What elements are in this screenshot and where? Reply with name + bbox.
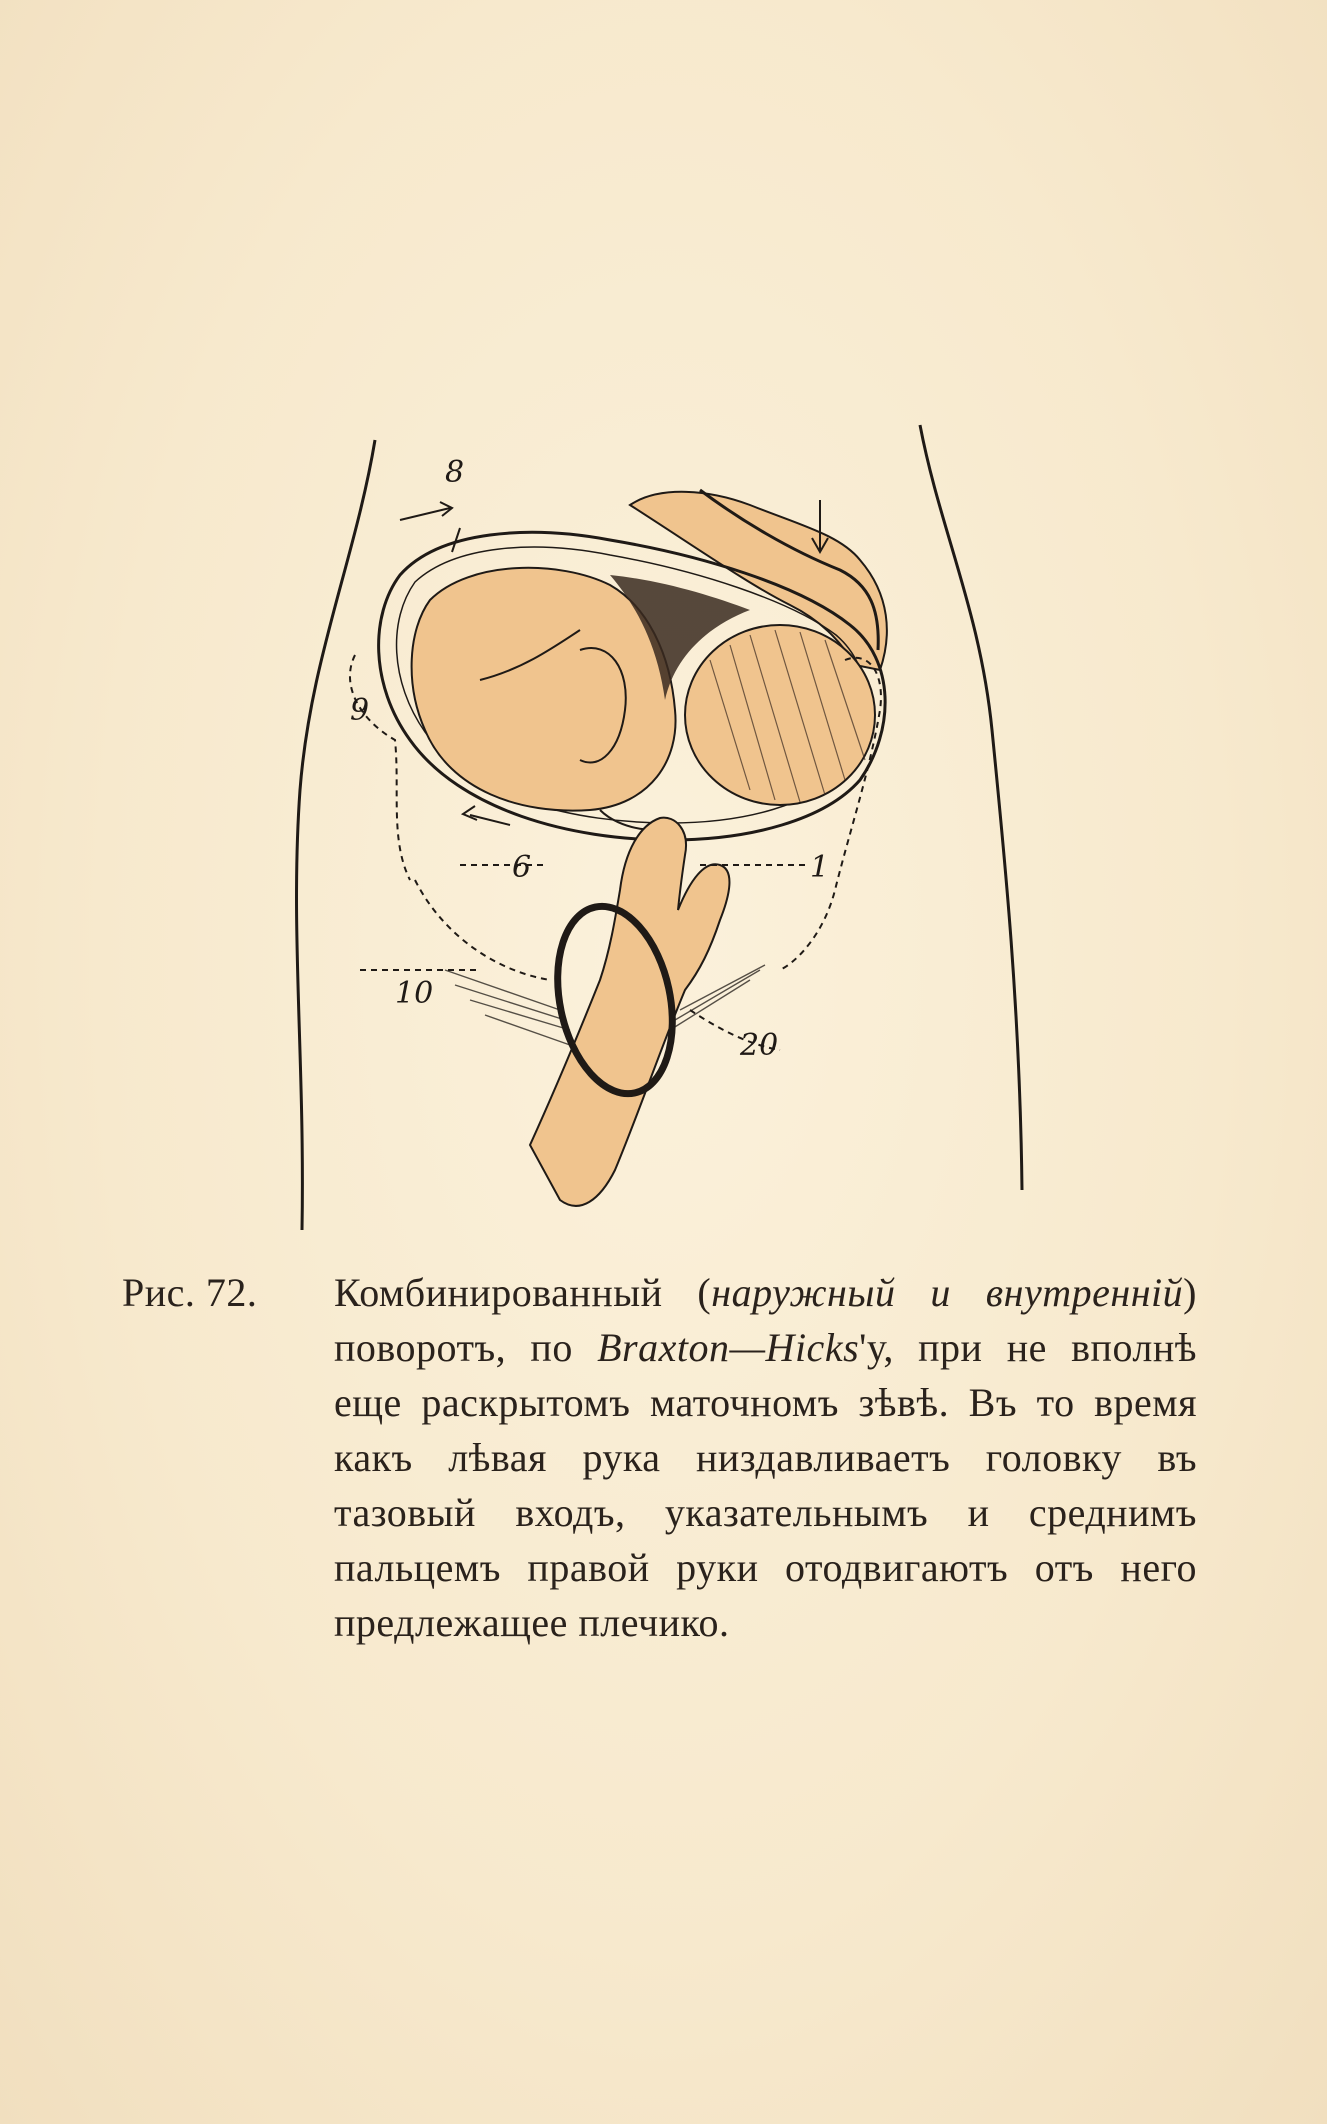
figure-caption	[122, 1265, 1197, 1650]
label-9: 9	[350, 693, 370, 728]
label-1: 1	[810, 850, 830, 885]
label-6: 6	[512, 850, 532, 885]
body-outline-right	[920, 425, 1022, 1190]
body-outline-left	[297, 440, 375, 1230]
label-8: 8	[445, 455, 465, 490]
caption-text: Комбинированный (наружный и внутренній) поворотъ, по Braxton—Hicks'у, при не вполнѣ еще раскрытомъ маточномъ зѣвѣ. Въ то время какъ лѣвая рука низдавливаетъ головку въ тазовый входъ, указательнымъ и среднимъ пальцемъ правой руки отодвигаютъ отъ него предлежащее плечико.	[334, 1270, 1198, 1645]
caption-label: Рис. 72.	[122, 1270, 258, 1315]
fetus-head	[685, 625, 875, 805]
illustration-uterus-version	[280, 410, 1040, 1240]
label-10: 10	[395, 976, 434, 1011]
label-20: 20	[740, 1028, 779, 1063]
